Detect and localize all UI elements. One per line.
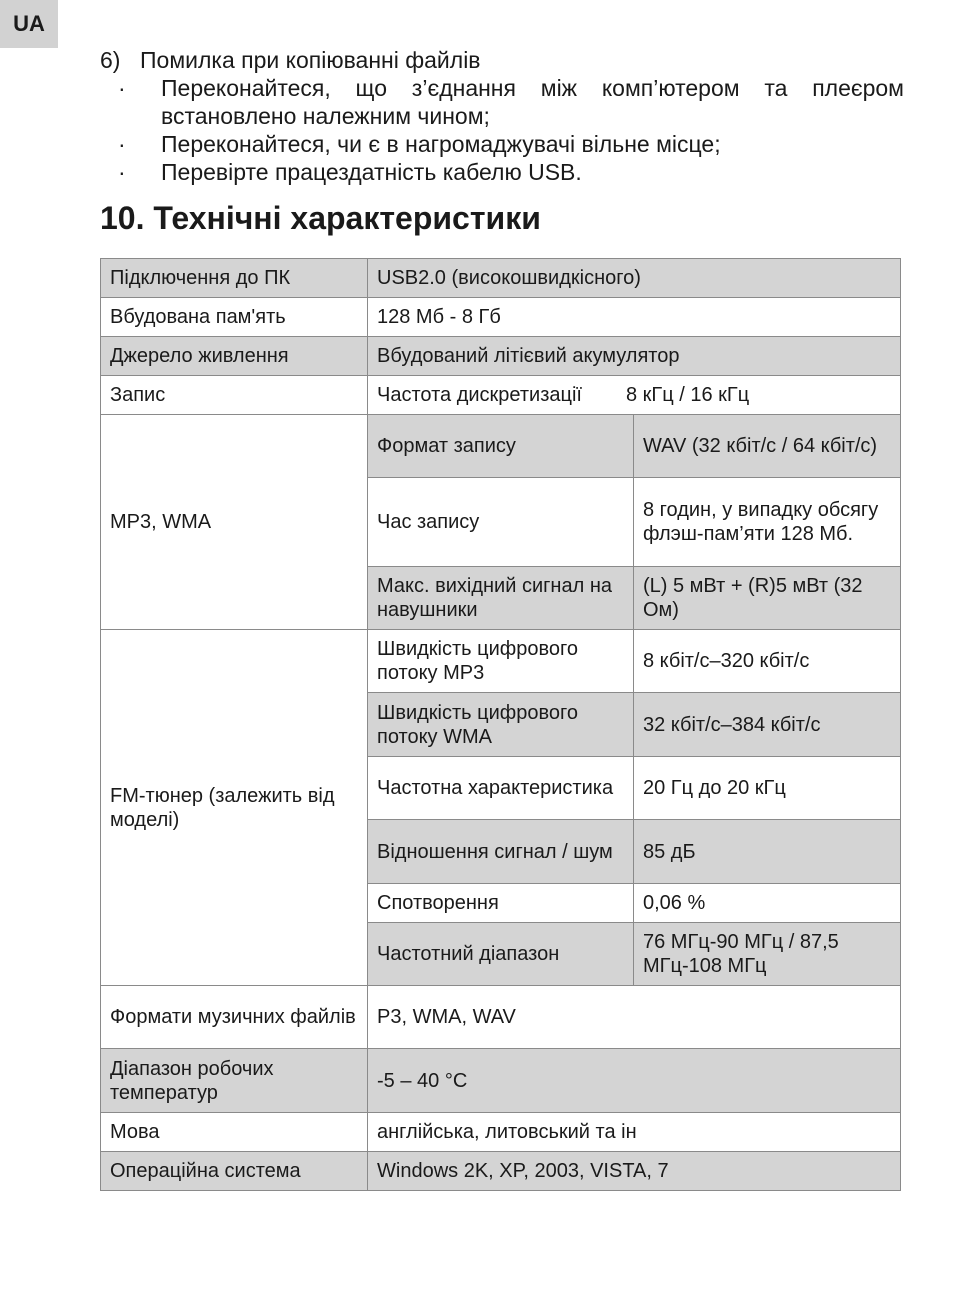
spec-sublabel: Швидкість цифрового потоку MP3 [368,630,634,693]
table-row [101,415,901,478]
table-row [101,337,901,376]
list-item-text: Переконайтеся, чи є в нагромаджувачі вільне місце; [161,131,721,157]
spec-value: англійська, литовський та ін [368,1113,901,1152]
table-row [101,1113,901,1152]
spec-value: 8 кбіт/с–320 кбіт/с [634,630,901,693]
spec-label: Підключення до ПК [101,259,368,298]
list-item-text: Переконайтеся, що з’єднання між комп’ютером та плеєром встановлено належним чином; [161,75,904,129]
spec-group-label: MP3, WMA [101,415,368,630]
bullet-marker: · [118,75,126,101]
list-item [100,158,904,186]
spec-label: Запис [101,376,368,415]
spec-label: Формати музичних файлів [101,986,368,1049]
table-row [101,259,901,298]
spec-value: Windows 2K, XP, 2003, VISTA, 7 [368,1152,901,1191]
table-row [101,1152,901,1191]
spec-label: Діапазон робочих температур [101,1049,368,1113]
spec-value: (L) 5 мВт + (R)5 мВт (32 Ом) [634,567,901,630]
spec-label: Вбудована пам'ять [101,298,368,337]
spec-table [100,258,901,1191]
spec-sublabel: Час запису [368,478,634,567]
spec-value: 0,06 % [634,884,901,923]
list-item [100,130,904,158]
spec-sublabel: Формат запису [368,415,634,478]
spec-value: Вбудований літієвий акумулятор [368,337,901,376]
spec-label: Джерело живлення [101,337,368,376]
table-row [101,1049,901,1113]
spec-sublabel: Швидкість цифрового потоку WMA [368,693,634,757]
spec-group-label: FM-тюнер (залежить від моделі) [101,630,368,986]
spec-sublabel: Спотворення [368,884,634,923]
list-item [100,74,904,130]
spec-value: P3, WMA, WAV [368,986,901,1049]
troubleshoot-heading [100,46,904,74]
section-title: 10. Технічні характеристики [100,200,541,236]
table-row [101,298,901,337]
language-code: UA [13,11,45,36]
spec-value: USB2.0 (високошвидкісного) [368,259,901,298]
spec-label: Операційна система [101,1152,368,1191]
spec-sublabel: Відношення сигнал / шум [368,820,634,884]
troubleshoot-title: Помилка при копіюванні файлів [140,47,481,73]
list-item-text: Перевірте працездатність кабелю USB. [161,159,582,185]
table-row [101,630,901,693]
spec-sublabel: Частотна характеристика [368,757,634,820]
spec-value: 128 Мб - 8 Гб [368,298,901,337]
table-row [101,986,901,1049]
spec-sublabel: Частотний діапазон [368,923,634,986]
spec-value: 76 МГц-90 МГц / 87,5 МГц-108 МГц [634,923,901,986]
spec-value: 32 кбіт/с–384 кбіт/с [634,693,901,757]
spec-value: WAV (32 кбіт/с / 64 кбіт/с) [634,415,901,478]
language-tab [0,0,58,48]
table-row [101,376,901,415]
spec-value: -5 – 40 °C [368,1049,901,1113]
bullet-marker: · [118,159,126,185]
spec-value: 20 Гц до 20 кГц [634,757,901,820]
bullet-marker: · [118,131,126,157]
spec-value: 8 годин, у випадку обсягу флэш-пам’яти 128 Мб. [634,478,901,567]
spec-sublabel: Макс. вихідний сигнал на навушники [368,567,634,630]
spec-label: Мова [101,1113,368,1152]
troubleshoot-section [100,46,904,186]
spec-value [368,376,901,415]
spec-value: 85 дБ [634,820,901,884]
spec-sublabel: Частота дискретизації [377,384,582,406]
spec-subvalue: 8 кГц / 16 кГц [625,384,750,406]
troubleshoot-number: 6) [100,47,121,73]
